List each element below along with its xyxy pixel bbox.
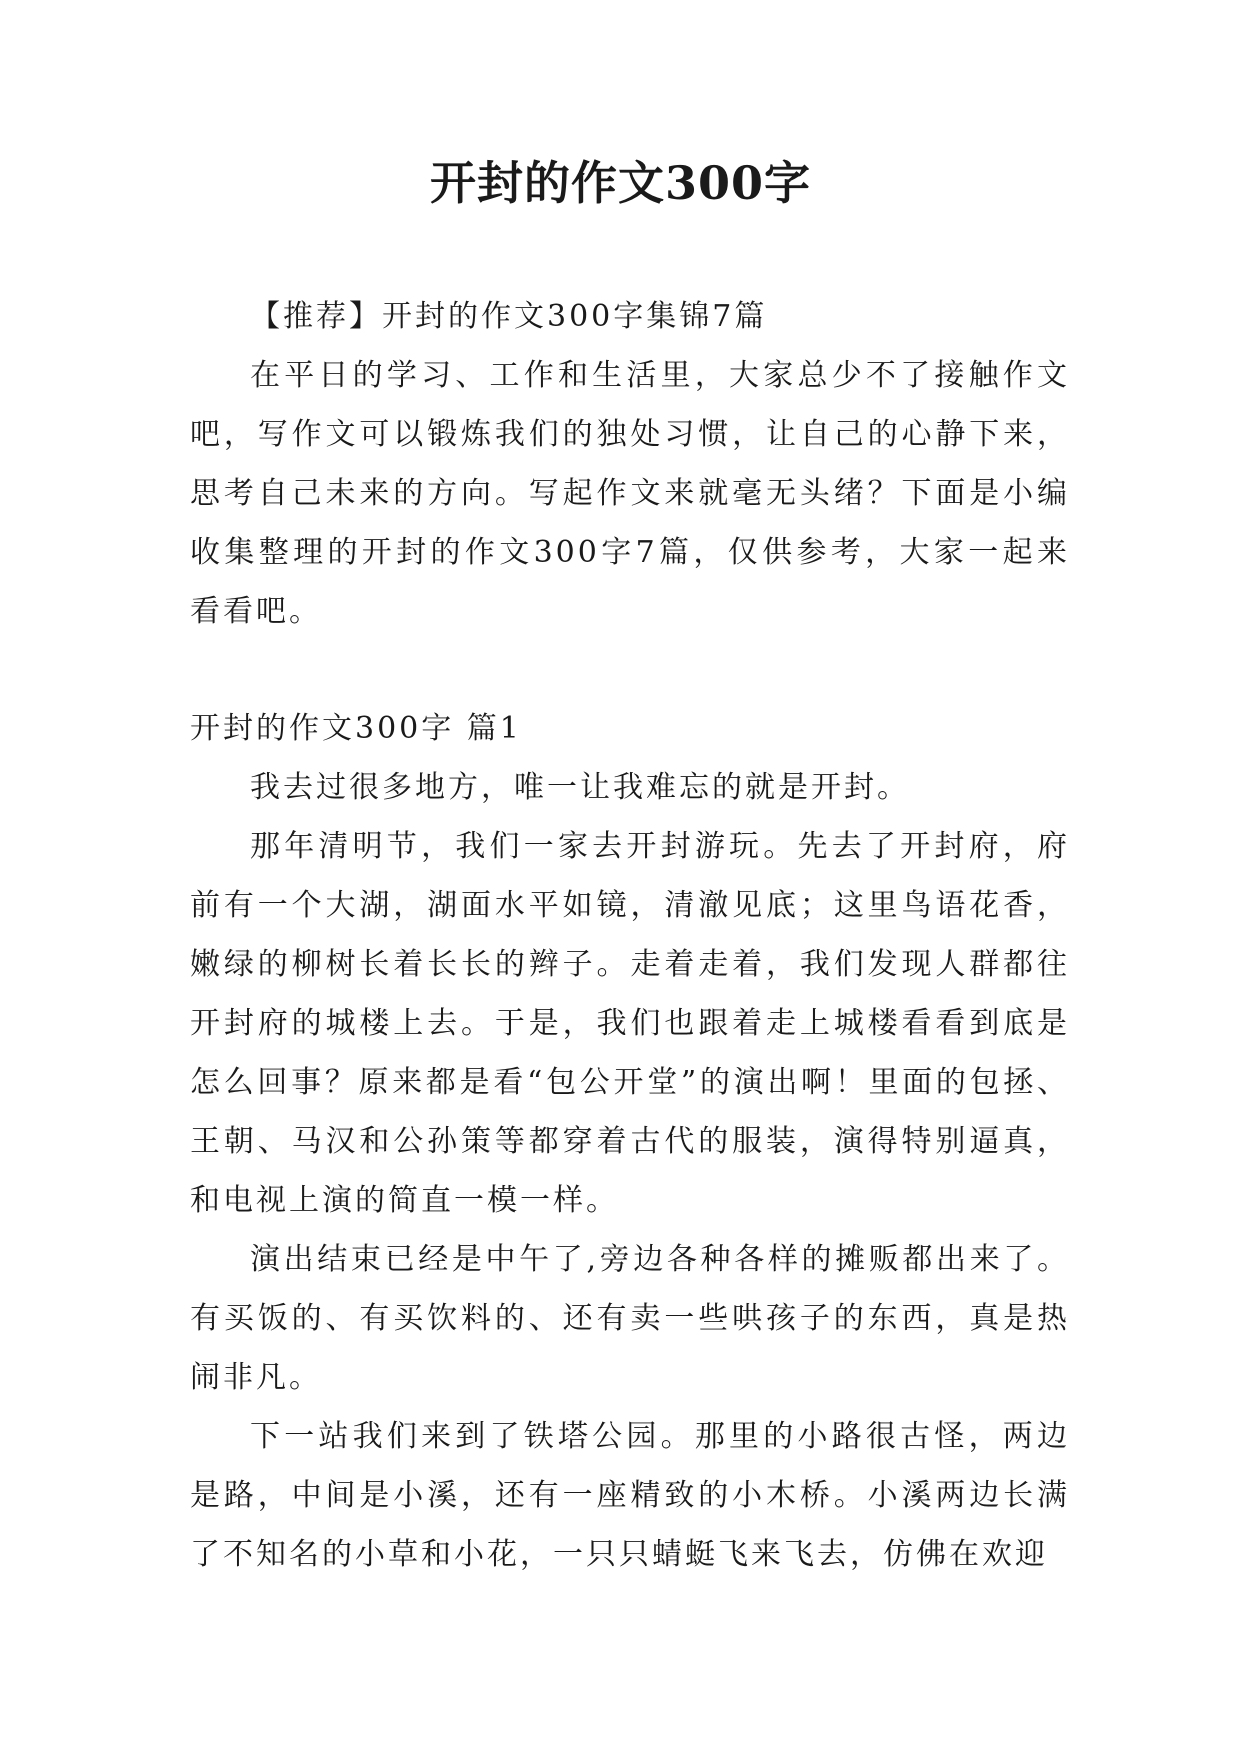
document-body bbox=[190, 287, 1070, 1584]
body-paragraph: 下一站我们来到了铁塔公园。那里的小路很古怪，两边是路，中间是小溪，还有一座精致的小木桥。小溪两边长满了不知名的小草和小花，一只只蜻蜓飞来飞去，仿佛在欢迎 bbox=[190, 1419, 1070, 1572]
recommend-line: 【推荐】开封的作文300字集锦7篇 bbox=[250, 299, 768, 334]
section-heading: 开封的作文300字 篇1 bbox=[190, 711, 522, 746]
document-title: 开封的作文300字 bbox=[429, 156, 812, 210]
body-paragraph: 我去过很多地方，唯一让我难忘的就是开封。 bbox=[250, 770, 910, 805]
intro-paragraph: 在平日的学习、工作和生活里，大家总少不了接触作文吧，写作文可以锻炼我们的独处习惯，让自己的心静下来，思考自己未来的方向。写起作文来就毫无头绪？下面是小编收集整理的开封的作文300字7篇，仅供参考，大家一起来看看吧。 bbox=[190, 358, 1070, 629]
body-paragraph: 演出结束已经是中午了,旁边各种各样的摊贩都出来了。有买饭的、有买饮料的、还有卖一些哄孩子的东西，真是热闹非凡。 bbox=[190, 1242, 1070, 1395]
body-paragraph: 那年清明节，我们一家去开封游玩。先去了开封府，府前有一个大湖，湖面水平如镜，清澈见底；这里鸟语花香，嫩绿的柳树长着长长的辫子。走着走着，我们发现人群都往开封府的城楼上去。于是，我们也跟着走上城楼看看到底是怎么回事？原来都是看“包公开堂”的演出啊！里面的包拯、王朝、马汉和公孙策等都穿着古代的服装，演得特别逼真，和电视上演的简直一模一样。 bbox=[190, 829, 1070, 1218]
